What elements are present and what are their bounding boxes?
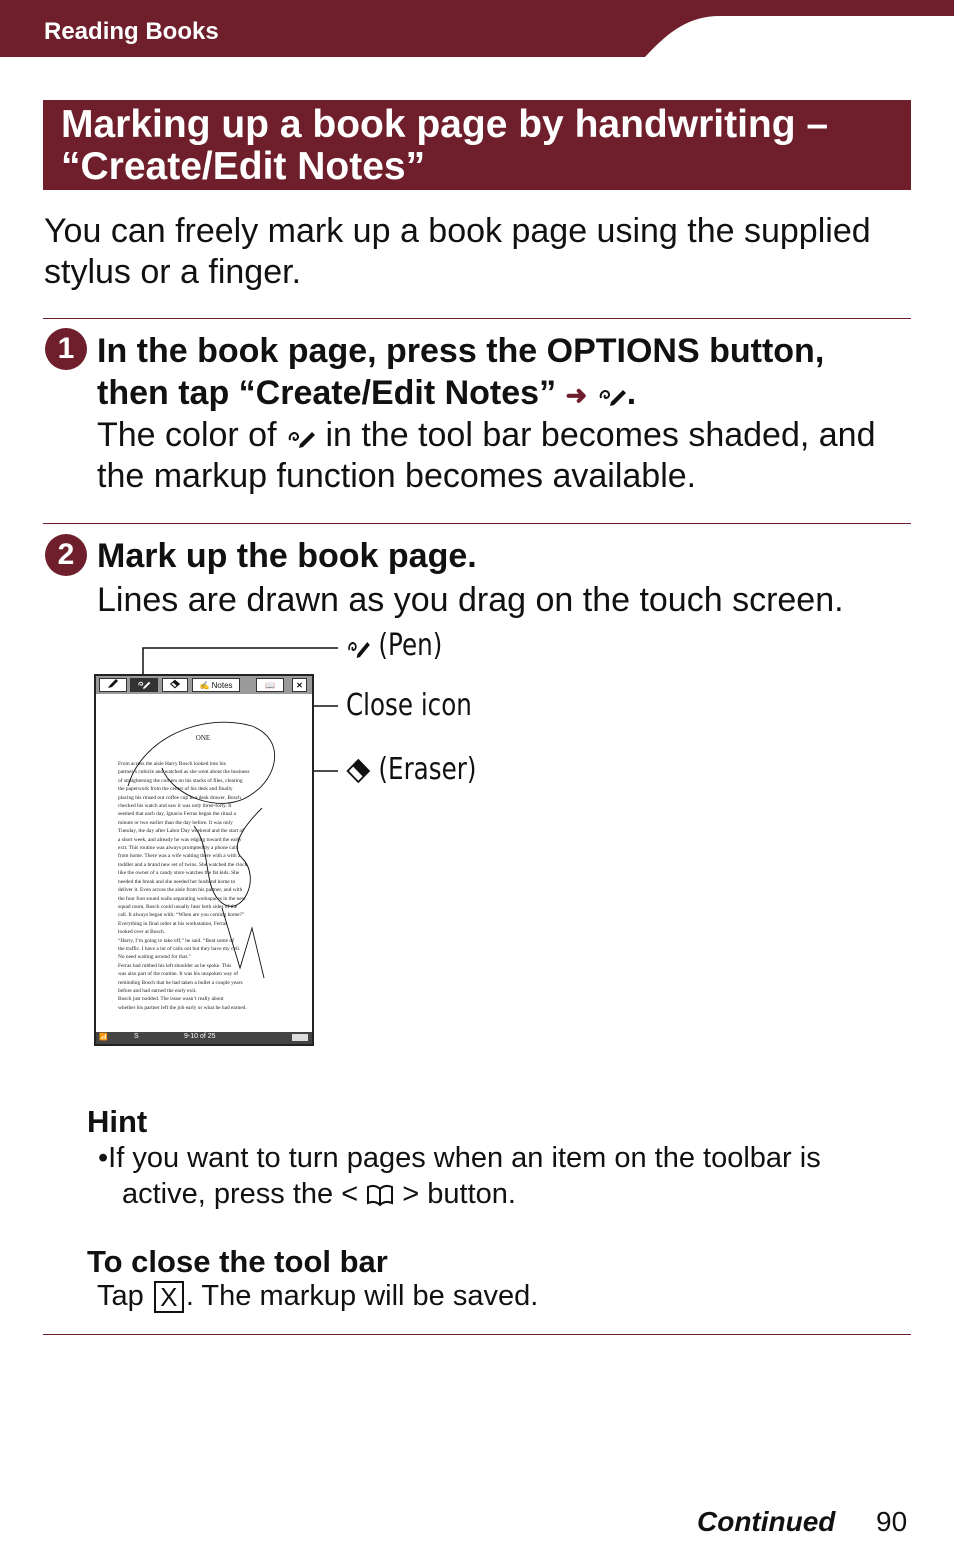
book-text-line: was also part of the routine. It was his unspoken way of	[118, 971, 239, 978]
book-text-line: Ferras had rubbed his left shoulder as he spoke. This	[118, 962, 232, 969]
signal-icon: 📶	[99, 1034, 108, 1041]
book-text-line: of straightening the corners on his stacks of files, clearing	[118, 777, 243, 784]
eraser-icon	[346, 758, 371, 784]
intro-line-1: You can freely mark up a book page using the supplied	[44, 212, 871, 250]
divider	[43, 318, 911, 319]
page-title-bar	[43, 100, 911, 190]
toolbar-notes-button[interactable]	[192, 678, 240, 692]
status-left: S	[134, 1033, 139, 1040]
divider	[43, 523, 911, 524]
book-text-line: partner’s cubicle and watched as she went about the business	[118, 769, 250, 776]
status-bar	[96, 1032, 312, 1044]
book-text-line: Tuesday, the day after Labor Day weekend and the start of	[118, 828, 244, 835]
callout-pen-label: (Pen)	[378, 628, 443, 663]
book-text-line: squad room, Bosch could usually hear both sides of the	[118, 903, 238, 910]
book-text-line: placing his rinsed out coffee cup in a desk drawer. Bosch	[118, 794, 241, 801]
book-text-line: before and had earned the early exit.	[118, 987, 197, 994]
toolbar-page-turn-button[interactable]	[256, 678, 284, 692]
book-text-line: exit. This routine was always prompted by a phone call	[118, 845, 238, 852]
continued-label: Continued	[697, 1506, 836, 1537]
book-page[interactable]	[102, 698, 304, 1028]
book-text-line: needed the break and she needed her husband home to	[118, 878, 236, 885]
book-text-line: from home. There was a wife waiting there with a with a	[118, 853, 241, 860]
step-1-body-text-b: in the tool bar becomes shaded, and	[325, 416, 876, 454]
book-text-line: Bosch just nodded. The issue wasn’t really about	[118, 996, 224, 1003]
toolbar-eraser-button[interactable]	[162, 678, 188, 692]
notes-icon: ✍	[199, 681, 210, 690]
book-text-line: toddler and a brand new set of twins. She watched the clock	[118, 861, 248, 868]
pen-icon	[137, 679, 151, 689]
pen-icon	[286, 426, 316, 448]
book-text-line: looked over at Bosch.	[118, 929, 166, 936]
book-icon	[366, 1183, 394, 1207]
hint-line-2	[98, 1176, 821, 1212]
handwritten-markup	[102, 698, 304, 1028]
close-x-icon: X	[154, 1281, 184, 1313]
callout-eraser-label: (Eraser)	[378, 752, 477, 787]
pen-icon	[597, 384, 627, 406]
hint-line-1-text: If you want to turn pages when an item on the toolbar is	[108, 1142, 821, 1174]
section-header	[0, 0, 954, 57]
step-1-body-text-a: The color of	[97, 416, 277, 454]
callout-close: Close icon	[346, 688, 472, 723]
reader-device-screen	[94, 674, 314, 1046]
hint-line-1	[98, 1140, 821, 1176]
book-text-line: minute or two earlier than the day before. It was only	[118, 819, 233, 826]
intro-line-2: stylus or a finger.	[44, 253, 302, 291]
pencil-icon	[107, 679, 119, 689]
step-1-heading-line-2	[97, 372, 824, 416]
toolbar-close-button[interactable]	[292, 678, 307, 692]
step-1-body-line-2: the markup function becomes available.	[97, 457, 697, 495]
section-title: Reading Books	[44, 18, 219, 45]
arrow-icon: ➜	[565, 380, 588, 410]
page-title-line-2: “Create/Edit Notes”	[61, 145, 426, 188]
reader-figure	[0, 620, 954, 1060]
chapter-heading: ONE	[195, 734, 211, 742]
book-text-line: deliver it. Even across the aisle from his partner, and with	[118, 887, 243, 894]
step-1-heading-line-1: In the book page, press the OPTIONS button,	[97, 332, 825, 370]
close-toolbar-heading: To close the tool bar	[87, 1244, 388, 1279]
page-number: 90	[876, 1506, 908, 1537]
book-text-line: checked his watch and saw it was only three-forty. It	[118, 803, 232, 810]
page-title	[61, 104, 901, 188]
step-2-number: 2	[45, 534, 87, 576]
step-1-body	[97, 415, 875, 497]
book-text-line: “Harry, I’m going to take off,” he said. “Beat some of	[118, 937, 234, 944]
book-text-line: From across the aisle Harry Bosch looked into his	[118, 761, 226, 767]
book-text-line: call. It always began with: “When are you coming home?”	[118, 912, 245, 919]
toolbar-pen-button[interactable]	[130, 678, 158, 692]
hint-heading: Hint	[87, 1104, 148, 1139]
page-title-line-1: Marking up a book page by handwriting –	[61, 103, 829, 146]
intro-text	[44, 211, 924, 293]
book-text-line: whether his partner left the job early or what he had earned.	[118, 1004, 247, 1011]
toolbar-notes-label: Notes	[211, 681, 233, 690]
hint-bullet: •	[98, 1142, 109, 1174]
status-page-count: 9-10 of 25	[184, 1033, 216, 1040]
book-text-line: the four foot sound walls separating workspaces in the new	[118, 895, 246, 902]
step-2-heading: Mark up the book page.	[97, 537, 477, 575]
step-2-body: Lines are drawn as you drag on the touch screen.	[97, 581, 844, 619]
book-text-line: reminding Bosch that he had taken a bullet a couple years	[118, 979, 243, 986]
book-text-line: seemed that each day, Ignacio Ferras began the ritual a	[118, 811, 236, 818]
reader-toolbar	[96, 676, 312, 694]
book-text-line: No need waiting around for that.”	[118, 954, 191, 961]
eraser-icon	[170, 679, 180, 689]
step-1-period: .	[626, 374, 637, 412]
hint-body	[98, 1140, 821, 1212]
book-text-line: Everything in final order at his workstation, Ferras	[118, 920, 228, 927]
book-icon: 📖	[265, 681, 275, 690]
book-text-line: the traffic. I have a lot of calls out but they have my cell.	[118, 945, 241, 952]
step-1-body-line-1	[97, 415, 875, 456]
close-icon: ✕	[296, 681, 303, 690]
close-toolbar-text-a: Tap	[97, 1280, 144, 1312]
pen-icon	[346, 636, 371, 658]
book-text-line: like the owner of a candy store watches the fat kids. She	[118, 870, 240, 877]
book-text-line: the paperwork from the center of his desk and finally	[118, 786, 233, 793]
divider	[43, 1334, 911, 1335]
close-toolbar-body	[97, 1279, 538, 1313]
hint-line-2-text-a: active, press the <	[122, 1178, 359, 1210]
callout-pen	[346, 628, 442, 663]
close-toolbar-text-b: . The markup will be saved.	[185, 1280, 539, 1312]
callout-eraser	[346, 752, 476, 787]
step-1-heading-text: then tap “Create/Edit Notes”	[97, 374, 557, 412]
battery-icon	[292, 1034, 308, 1041]
step-1-heading	[97, 330, 824, 416]
toolbar-pencil-button[interactable]	[99, 678, 127, 692]
book-text-line: a short week, and already he was edging toward the early	[118, 836, 242, 843]
step-1-number: 1	[45, 328, 87, 370]
hint-line-2-text-b: > button.	[402, 1178, 516, 1210]
